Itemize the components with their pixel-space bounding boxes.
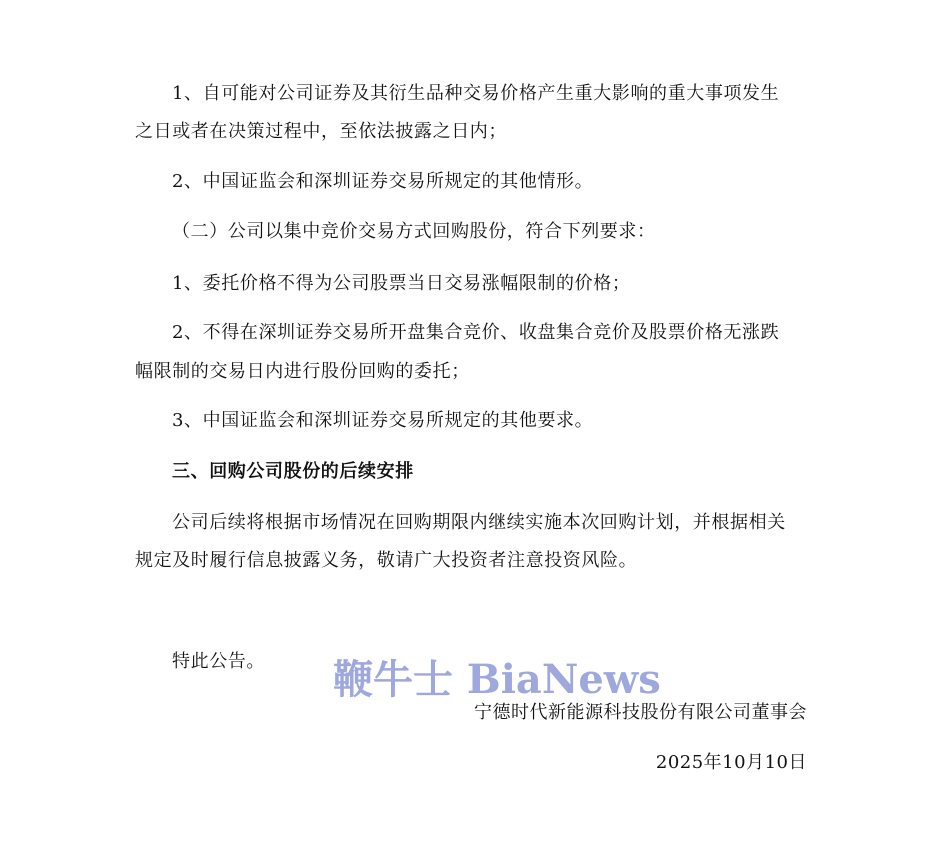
paragraph-line: 规定及时履行信息披露义务，敬请广大投资者注意投资风险。 — [135, 550, 638, 571]
document-date: 2025年10月10日 — [655, 752, 807, 773]
signature: 宁德时代新能源科技股份有限公司董事会 — [474, 702, 807, 723]
bianews-watermark: 鞭牛士 BiaNews — [333, 656, 661, 703]
paragraph-line: 幅限制的交易日内进行股份回购的委托； — [135, 361, 470, 382]
paragraph-line: 2、不得在深圳证券交易所开盘集合竞价、收盘集合竞价及股票价格无涨跌 — [172, 322, 780, 343]
paragraph-line: 3、中国证监会和深圳证券交易所规定的其他要求。 — [172, 410, 594, 431]
closing-text: 特此公告。 — [172, 651, 265, 672]
paragraph-line: 2、中国证监会和深圳证券交易所规定的其他情形。 — [172, 171, 594, 192]
paragraph-line: 1、委托价格不得为公司股票当日交易涨幅限制的价格； — [172, 273, 631, 294]
paragraph-line: 1、自可能对公司证券及其衍生品种交易价格产生重大影响的重大事项发生 — [172, 83, 780, 104]
section-subheading: （二）公司以集中竞价交易方式回购股份，符合下列要求： — [172, 221, 656, 242]
paragraph-line: 公司后续将根据市场情况在回购期限内继续实施本次回购计划，并根据相关 — [172, 512, 786, 533]
section-heading: 三、回购公司股份的后续安排 — [172, 461, 414, 482]
paragraph-line: 之日或者在决策过程中，至依法披露之日内； — [135, 121, 507, 142]
